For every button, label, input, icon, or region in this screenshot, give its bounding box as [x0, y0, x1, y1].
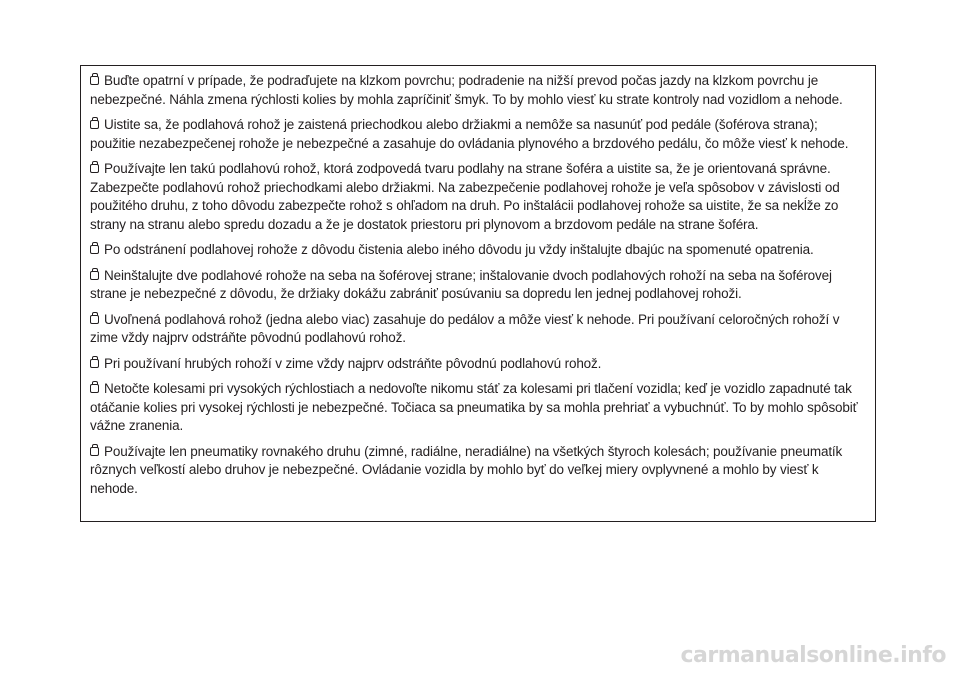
warning-bullet-icon — [90, 447, 99, 456]
watermark: carmanualsonline.info — [680, 643, 946, 668]
warning-paragraph — [90, 160, 865, 234]
paragraph-text: Netočte kolesami pri vysokých rýchlostiach a nedovoľte nikomu stáť za kolesami pri tlačení vozidla; keď je vozidlo zapadnuté tak otáčanie kolies pri vysokej rýchlosti je nebezpečné. Točiaca sa pneumatika by sa mohla prehriať a vybuchnúť. To by mohlo spôsobiť vážne zranenia. — [90, 381, 858, 433]
warning-bullet-icon — [90, 384, 99, 393]
warning-paragraph — [90, 267, 865, 304]
paragraph-text: Pri používaní hrubých rohoží v zime vždy najprv odstráňte pôvodnú podlahovú rohož. — [104, 355, 602, 371]
paragraph-text: Neinštalujte dve podlahové rohože na seba na šoférovej strane; inštalovanie dvoch podlahových rohoží na seba na šoférovej strane je nebezpečné z dôvodu, že držiaky dokážu zabrániť posúvaniu sa dopredu len jednej podlahovej rohoži. — [90, 267, 832, 301]
paragraph-text: Používajte len takú podlahovú rohož, ktorá zodpovedá tvaru podlahy na strane šoféra a uistite sa, že je orientovaná správne. Zabezpečte podlahovú rohož priechodkami alebo držiakmi. Na zabezpečenie podlahovej rohože je veľa spôsobov v závislosti od použitého druhu, z toho dôvodu zabezpečte rohož s ohľadom na druh. Po inštalácii podlahovej rohože sa uistite, že sa nekĺže zo strany na stranu alebo spredu dozadu a že je dostatok priestoru pri plynovom a brzdovom pedále na strane šoféra. — [90, 161, 840, 232]
warning-bullet-icon — [90, 271, 99, 280]
warning-box — [80, 65, 876, 522]
paragraph-text: Buďte opatrní v prípade, že podraďujete na klzkom povrchu; podradenie na nižší prevod počas jazdy na klzkom povrchu je nebezpečné. Náhla zmena rýchlosti kolies by mohla zapríčiniť šmyk. To by mohlo viesť ku strate kontroly nad vozidlom a nehode. — [90, 73, 843, 107]
warning-paragraph — [90, 241, 865, 260]
warning-bullet-icon — [90, 359, 99, 368]
warning-paragraph — [90, 311, 865, 348]
paragraph-text: Po odstránení podlahovej rohože z dôvodu čistenia alebo iného dôvodu ju vždy inštalujte dbajúc na spomenuté opatrenia. — [104, 242, 814, 257]
paragraph-text: Používajte len pneumatiky rovnakého druhu (zimné, radiálne, neradiálne) na všetkých štyroch kolesách; používanie pneumatík rôznych veľkostí alebo druhov je nebezpečné. Ovládanie vozidla by mohlo byť do veľkej miery ovplyvnené a mohlo by viesť k nehode. — [90, 443, 843, 496]
warning-bullet-icon — [90, 76, 99, 85]
warning-paragraph — [90, 443, 865, 499]
warning-bullet-icon — [90, 120, 99, 129]
warning-paragraph — [90, 355, 865, 374]
warning-paragraph — [90, 116, 865, 153]
paragraph-text: Uvoľnená podlahová rohož (jedna alebo viac) zasahuje do pedálov a môže viesť k nehode. Pri používaní celoročných rohoží v zime vždy najprv odstráňte pôvodnú podlahovú rohož. — [90, 311, 840, 345]
warning-paragraph — [90, 72, 865, 109]
warning-bullet-icon — [90, 164, 99, 173]
warning-bullet-icon — [90, 245, 99, 254]
warning-paragraph — [90, 380, 865, 436]
warning-bullet-icon — [90, 315, 99, 324]
paragraph-text: Uistite sa, že podlahová rohož je zaistená priechodkou alebo držiakmi a nemôže sa nasunúť pod pedále (šoférova strana); použitie nezabezpečenej rohože je nebezpečné a zasahuje do ovládania plynového a brzdového pedálu, čo môže viesť k nehode. — [90, 117, 849, 151]
